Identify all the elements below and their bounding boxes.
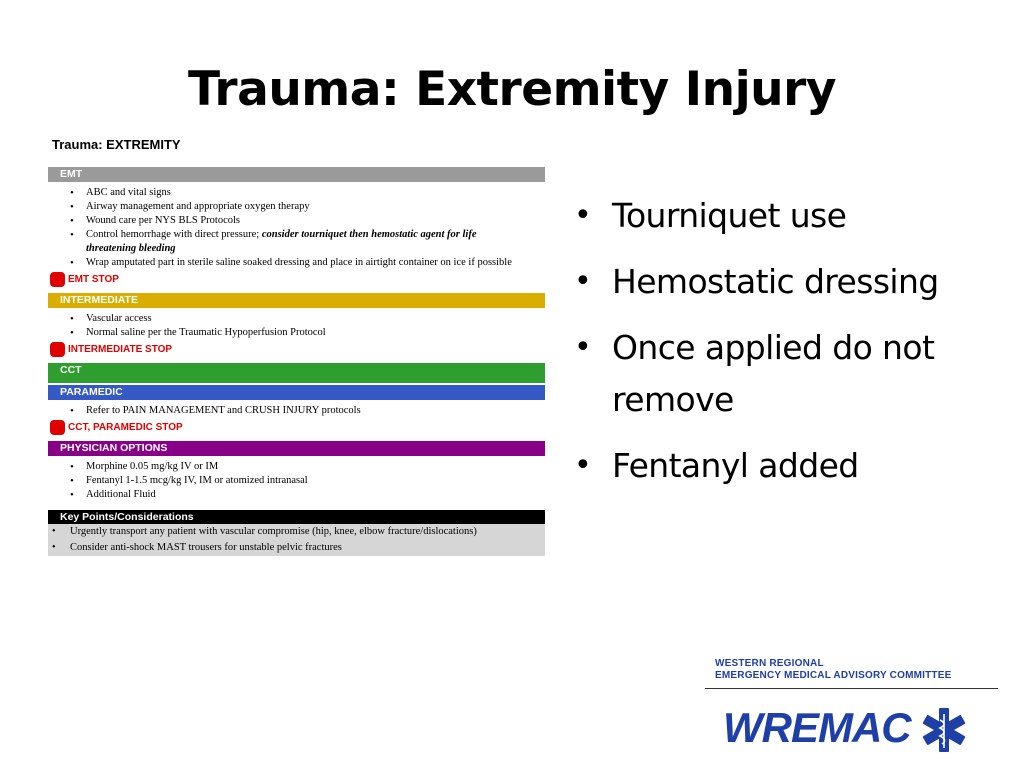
- emt-list: [48, 182, 545, 272]
- list-item-text: Control hemorrhage with direct pressure;: [86, 229, 260, 240]
- list-item: [86, 228, 545, 256]
- emt-stop: [48, 272, 545, 287]
- bullet-text: Once applied do not remove: [612, 328, 935, 419]
- list-item: • Vascular access: [86, 312, 545, 326]
- slide-title: Trauma: Extremity Injury: [188, 62, 836, 117]
- physician-list: [48, 456, 545, 504]
- list-item: • Refer to PAIN MANAGEMENT and CRUSH INJURY protocols: [86, 404, 545, 418]
- list-item: • Normal saline per the Traumatic Hypoperfusion Protocol: [86, 326, 545, 340]
- key-points-list: [48, 524, 545, 556]
- bullet-item: [574, 440, 1004, 492]
- logo-line-1: WESTERN REGIONAL: [715, 658, 824, 669]
- list-item: • Consider anti-shock MAST trousers for unstable pelvic fractures: [48, 540, 545, 556]
- stop-sign-icon: [50, 272, 65, 287]
- bullet-text: Fentanyl added: [612, 446, 859, 485]
- wremac-logo: [705, 658, 998, 758]
- stop-sign-icon: [50, 420, 65, 435]
- list-item: • Morphine 0.05 mg/kg IV or IM: [86, 460, 545, 474]
- stop-label: INTERMEDIATE STOP: [68, 344, 173, 355]
- emt-header: EMT: [48, 167, 545, 182]
- protocol-title: Trauma: EXTREMITY: [52, 137, 181, 152]
- bullet-item: [574, 322, 1004, 426]
- list-item: • Airway management and appropriate oxygen therapy: [86, 200, 545, 214]
- logo-divider: [705, 688, 998, 689]
- list-item: • Fentanyl 1-1.5 mcg/kg IV, IM or atomized intranasal: [86, 474, 545, 488]
- bullet-item: [574, 190, 1004, 242]
- emphasis-text: consider tourniquet then hemostatic agent for life threatening bleeding: [86, 229, 477, 254]
- key-points-header: Key Points/Considerations: [48, 510, 545, 524]
- protocol-sheet: [48, 136, 545, 556]
- bullet-dot: •: [574, 198, 592, 233]
- list-item: • Additional Fluid: [86, 488, 545, 502]
- bullet-item: [574, 256, 1004, 308]
- slide-bullets: [574, 190, 1004, 506]
- logo-line-2: EMERGENCY MEDICAL ADVISORY COMMITTEE: [715, 670, 952, 681]
- intermediate-stop: [48, 342, 545, 357]
- physician-header: PHYSICIAN OPTIONS: [48, 441, 545, 456]
- paramedic-list: [48, 400, 545, 420]
- cct-header: CCT: [48, 363, 545, 383]
- bullet-dot: •: [574, 448, 592, 483]
- stop-sign-icon: [50, 342, 65, 357]
- star-of-life-icon: [918, 704, 970, 756]
- logo-mark: WREMAC: [723, 704, 911, 751]
- intermediate-header: INTERMEDIATE: [48, 293, 545, 308]
- list-item: • Urgently transport any patient with vascular compromise (hip, knee, elbow fracture/dislocations): [48, 524, 545, 540]
- stop-label: CCT, PARAMEDIC STOP: [68, 422, 183, 433]
- list-item: • ABC and vital signs: [86, 186, 545, 200]
- bullet-text: Tourniquet use: [612, 196, 847, 235]
- list-item: • Wrap amputated part in sterile saline soaked dressing and place in airtight container on ice if possible: [86, 256, 545, 270]
- bullet-text: Hemostatic dressing: [612, 262, 939, 301]
- stop-label: EMT STOP: [68, 274, 119, 285]
- list-item: • Wound care per NYS BLS Protocols: [86, 214, 545, 228]
- paramedic-header: PARAMEDIC: [48, 385, 545, 400]
- bullet-dot: •: [574, 264, 592, 299]
- intermediate-list: [48, 308, 545, 342]
- paramedic-stop: [48, 420, 545, 435]
- bullet-dot: •: [574, 330, 592, 365]
